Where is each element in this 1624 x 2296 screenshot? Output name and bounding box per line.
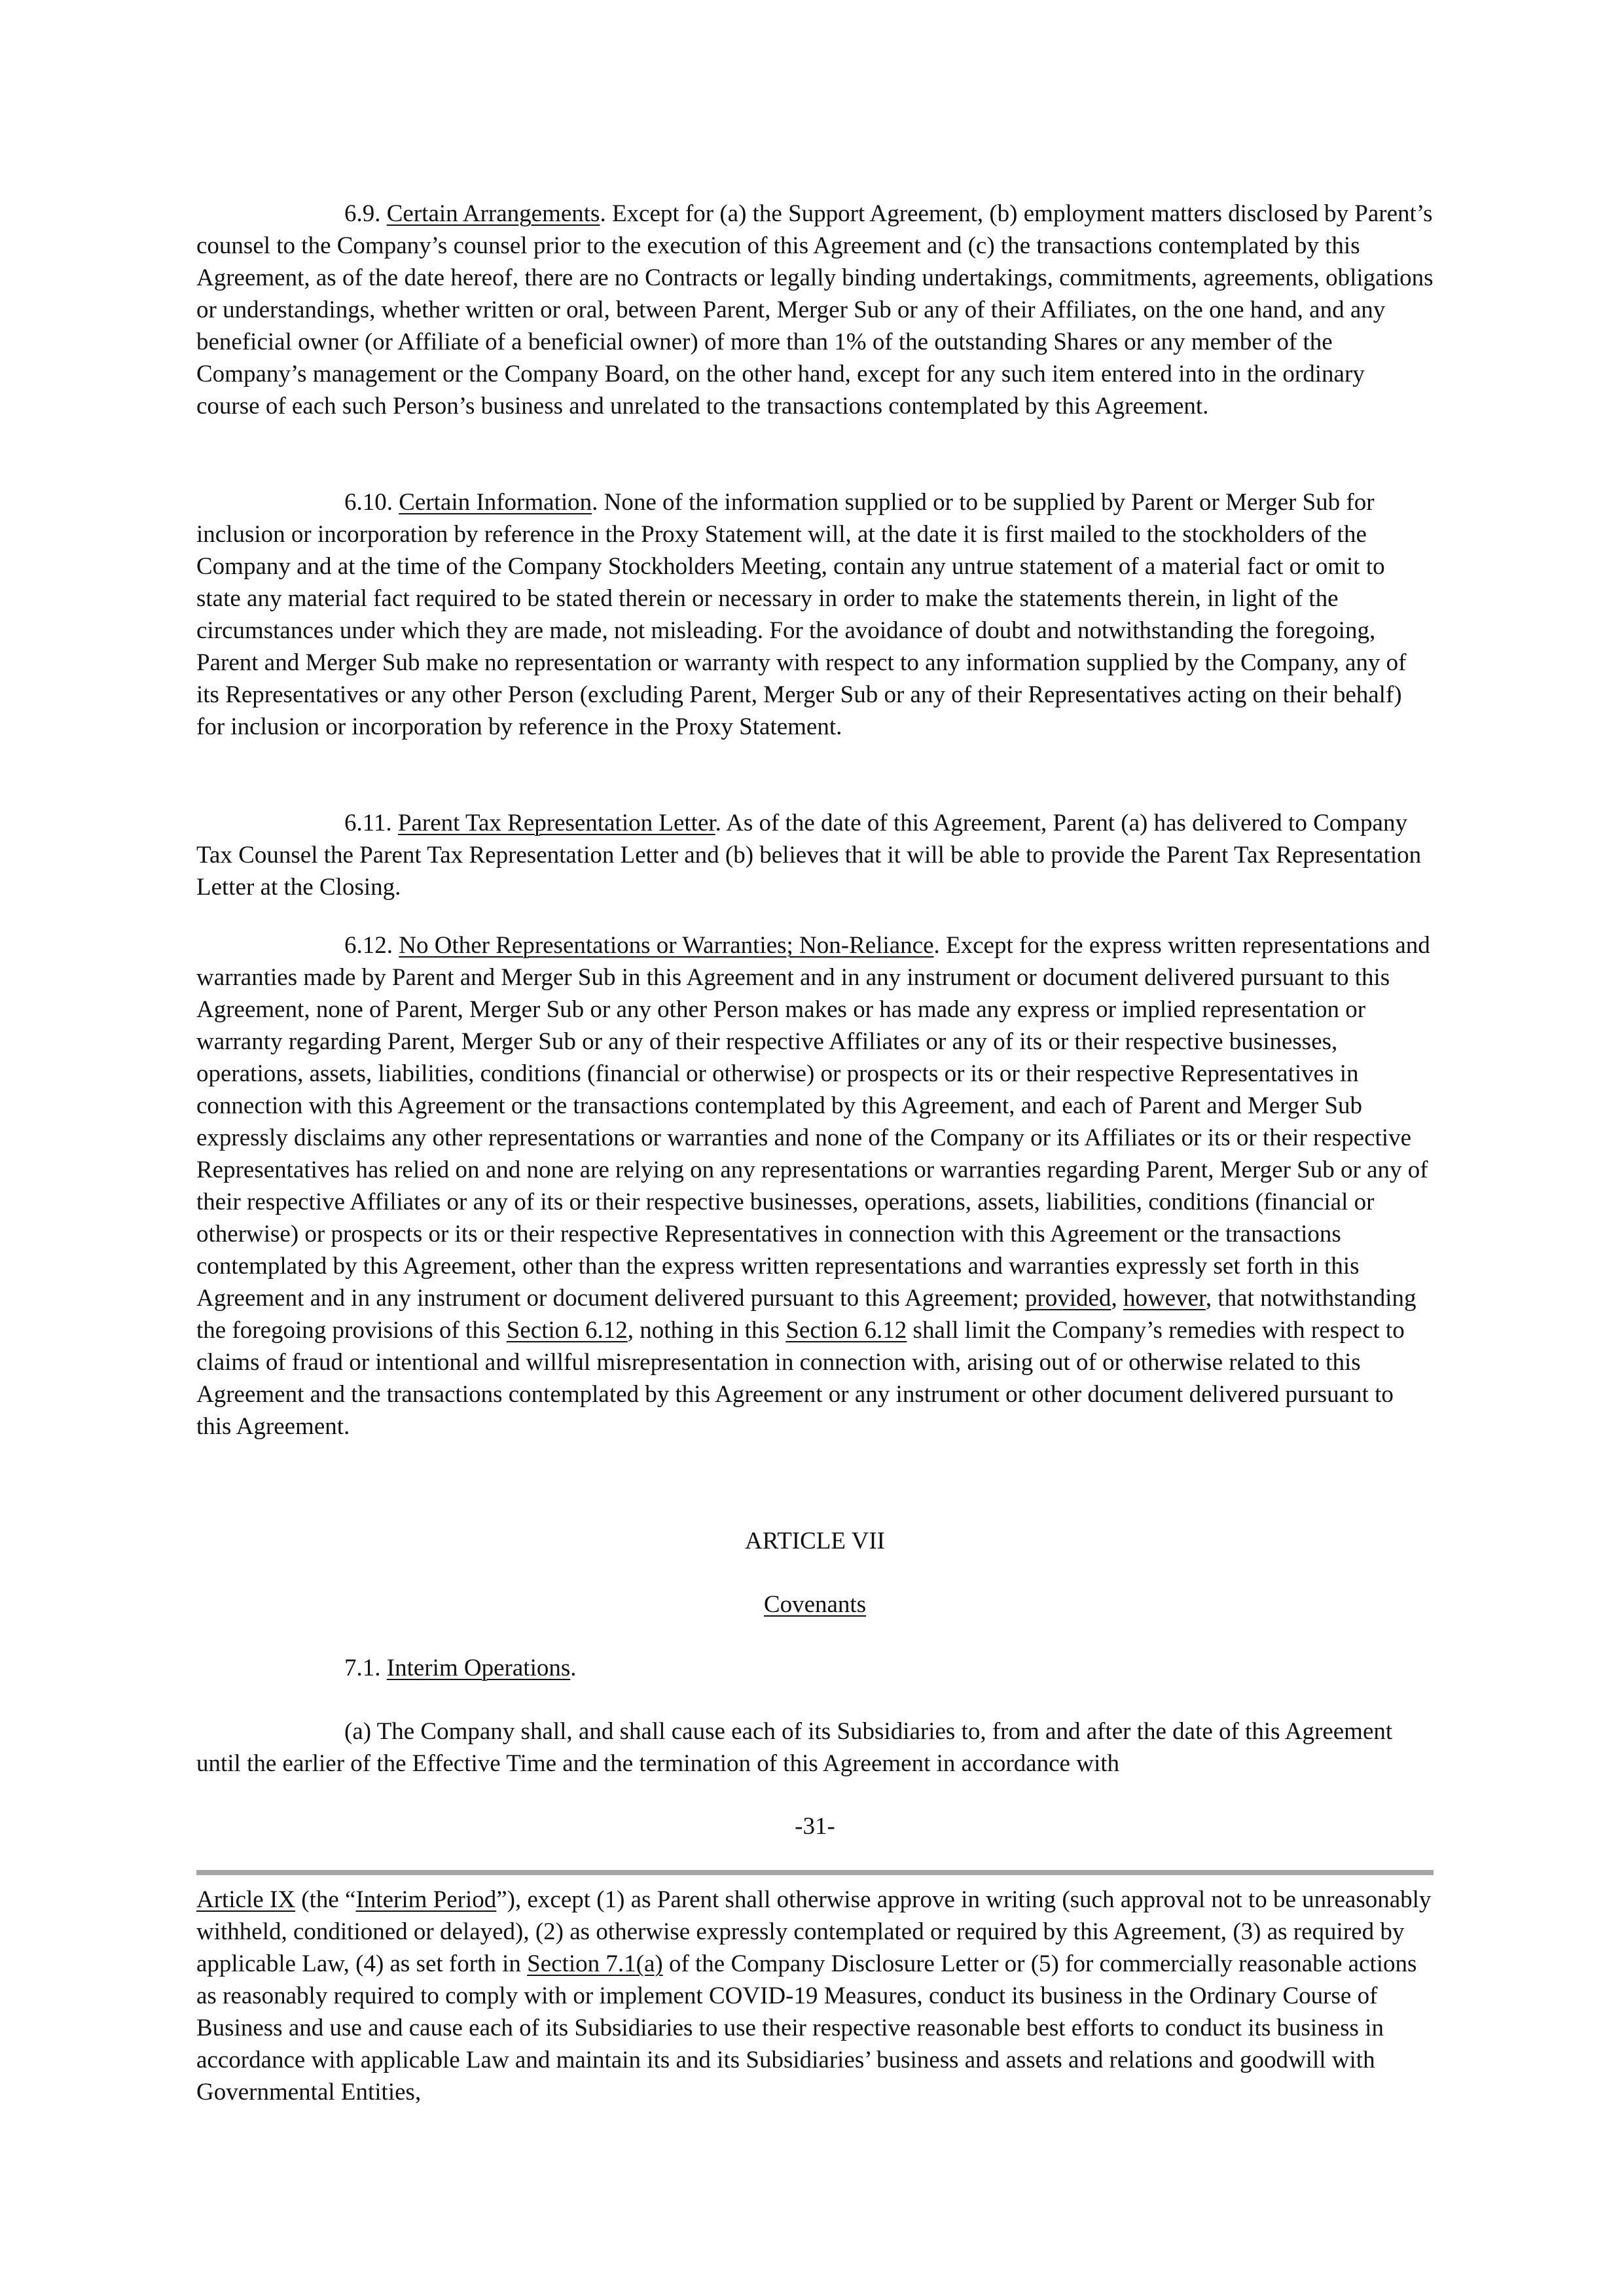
section-body: , that notwithstanding the foregoing provisions of this — [196, 1285, 1416, 1344]
article-subtitle — [196, 1588, 1434, 1621]
next-page-paragraph — [196, 1884, 1434, 2108]
section-body: , nothing in this — [627, 1317, 786, 1344]
section-heading: Certain Arrangements — [386, 200, 600, 227]
section-7-1 — [196, 1652, 1434, 1684]
page-number: -31- — [795, 1813, 835, 1840]
section-6-11 — [196, 807, 1434, 903]
proviso-term: however — [1123, 1285, 1206, 1312]
section-6-10-paragraph — [196, 486, 1434, 743]
section-heading: Interim Operations — [386, 1655, 571, 1681]
section-number: 6.9. — [344, 200, 387, 227]
section-number: 6.11. — [344, 810, 398, 836]
defined-term: Interim Period — [355, 1886, 497, 1913]
proviso-term: provided — [1024, 1285, 1111, 1312]
section-body: , — [1111, 1285, 1123, 1312]
section-heading: Certain Information — [399, 489, 592, 516]
cross-reference-link: Section 6.12 — [506, 1317, 628, 1344]
paragraph-text: of the Company Disclosure Letter or (5) for commercially reasonable actions as reasonably required to comply with or implement COVID-19 Measures, conduct its business in the Ordinary Course of Business and use and cause each of its Subsidiaries to use their respective reasonable best efforts to conduct its business in accordance with applicable Law and maintain its and its Subsidiaries’ business and assets and relations and goodwill with Governmental Entities, — [196, 1950, 1417, 2106]
article-subtitle-text: Covenants — [763, 1591, 867, 1618]
paragraph-text: ”), except (1) as Parent shall otherwise approve in writing (such approval not to be unreasonably withheld, conditioned or delayed), (2) as otherwise expressly contemplated or required by this Agreement, (3) as required by applicable Law, (4) as set forth in — [196, 1886, 1432, 1977]
cross-reference-link: Section 7.1(a) — [527, 1950, 663, 1977]
section-heading: No Other Representations or Warranties; Non-Reliance — [399, 932, 934, 959]
paragraph-text: (the “ — [295, 1886, 356, 1913]
section-body: . None of the information supplied or to be supplied by Parent or Merger Sub for inclusion or incorporation by reference in the Proxy Statement will, at the date it is first mailed to the stockholders of the Company and at the time of the Company Stockholders Meeting, contain any untrue statement of a material fact or omit to state any material fact required to be stated therein or necessary in order to make the statements therein, in light of the circumstances under which they are made, not misleading. For the avoidance of doubt and notwithstanding the foregoing, Parent and Merger Sub make no representation or warranty with respect to any information supplied by the Company, any of its Representatives or any other Person (excluding Parent, Merger Sub or any of their Representatives acting on their behalf) for inclusion or incorporation by reference in the Proxy Statement. — [196, 489, 1407, 740]
section-number: 6.12. — [344, 932, 399, 959]
section-6-12 — [196, 929, 1434, 1443]
section-period: . — [570, 1655, 577, 1681]
page-divider — [196, 1870, 1434, 1875]
section-body: . Except for (a) the Support Agreement, (b) employment matters disclosed by Parent’s counsel to the Company’s counsel prior to the execution of this Agreement and (c) the transactions contemplated by this Agreement, as of the date hereof, there are no Contracts or legally binding undertakings, commitments, agreements, obligations or understandings, whether written or oral, between Parent, Merger Sub or any of their Affiliates, on the one hand, and any beneficial owner (or Affiliate of a beneficial owner) of more than 1% of the outstanding Shares or any member of the Company’s management or the Company Board, on the other hand, except for any such item entered into in the ordinary course of each such Person’s business and unrelated to the transactions contemplated by this Agreement. — [196, 200, 1434, 420]
section-7-1-a — [196, 1715, 1434, 1780]
section-6-9-paragraph — [196, 198, 1434, 422]
cross-reference-link: Article IX — [196, 1886, 296, 1913]
section-number: 7.1. — [344, 1655, 387, 1681]
section-6-10 — [196, 486, 1434, 743]
section-heading: Parent Tax Representation Letter — [397, 810, 715, 836]
section-6-9 — [196, 198, 1434, 422]
section-7-1-a-paragraph: (a) The Company shall, and shall cause each of its Subsidiaries to, from and after the date of this Agreement until the earlier of the Effective Time and the termination of this Agreement in accordance with — [196, 1718, 1393, 1777]
section-6-12-paragraph — [196, 929, 1434, 1443]
continuation-paragraph — [196, 1884, 1434, 2108]
section-body: . As of the date of this Agreement, Parent (a) has delivered to Company Tax Counsel the Parent Tax Representation Letter and (b) believes that it will be able to provide the Parent Tax Representation Letter at the Closing. — [196, 810, 1422, 901]
section-body: shall limit the Company’s remedies with respect to claims of fraud or intentional and willful misrepresentation in connection with, arising out of or otherwise related to this Agreement and the transactions contemplated by this Agreement or any instrument or other document delivered pursuant to this Agreement. — [196, 1317, 1405, 1440]
section-number: 6.10. — [344, 489, 399, 516]
section-body: . Except for the express written representations and warranties made by Parent and Merger Sub in this Agreement and in any instrument or document delivered pursuant to this Agreement, none of Parent, Merger Sub or any other Person makes or has made any express or implied representation or warranty regarding Parent, Merger Sub or any of their respective Affiliates or any of its or their respective businesses, operations, assets, liabilities, conditions (financial or otherwise) or prospects or its or their respective Representatives in connection with this Agreement or the transactions contemplated by this Agreement, and each of Parent and Merger Sub expressly disclaims any other representations or warranties and none of the Company or its Affiliates or its or their respective Representatives has relied on and none are relying on any representations or warranties regarding Parent, Merger Sub or any of their respective Affiliates or any of its or their respective businesses, operations, assets, liabilities, conditions (financial or otherwise) or prospects or its or their respective Representatives in connection with this Agreement or the transactions contemplated by this Agreement, other than the express written representations and warranties expressly set forth in this Agreement and in any instrument or document delivered pursuant to this Agreement; — [196, 932, 1430, 1312]
section-6-11-paragraph — [196, 807, 1434, 903]
section-7-1-heading — [196, 1652, 1434, 1684]
article-title: ARTICLE VII — [745, 1528, 885, 1554]
cross-reference-link: Section 6.12 — [785, 1317, 907, 1344]
